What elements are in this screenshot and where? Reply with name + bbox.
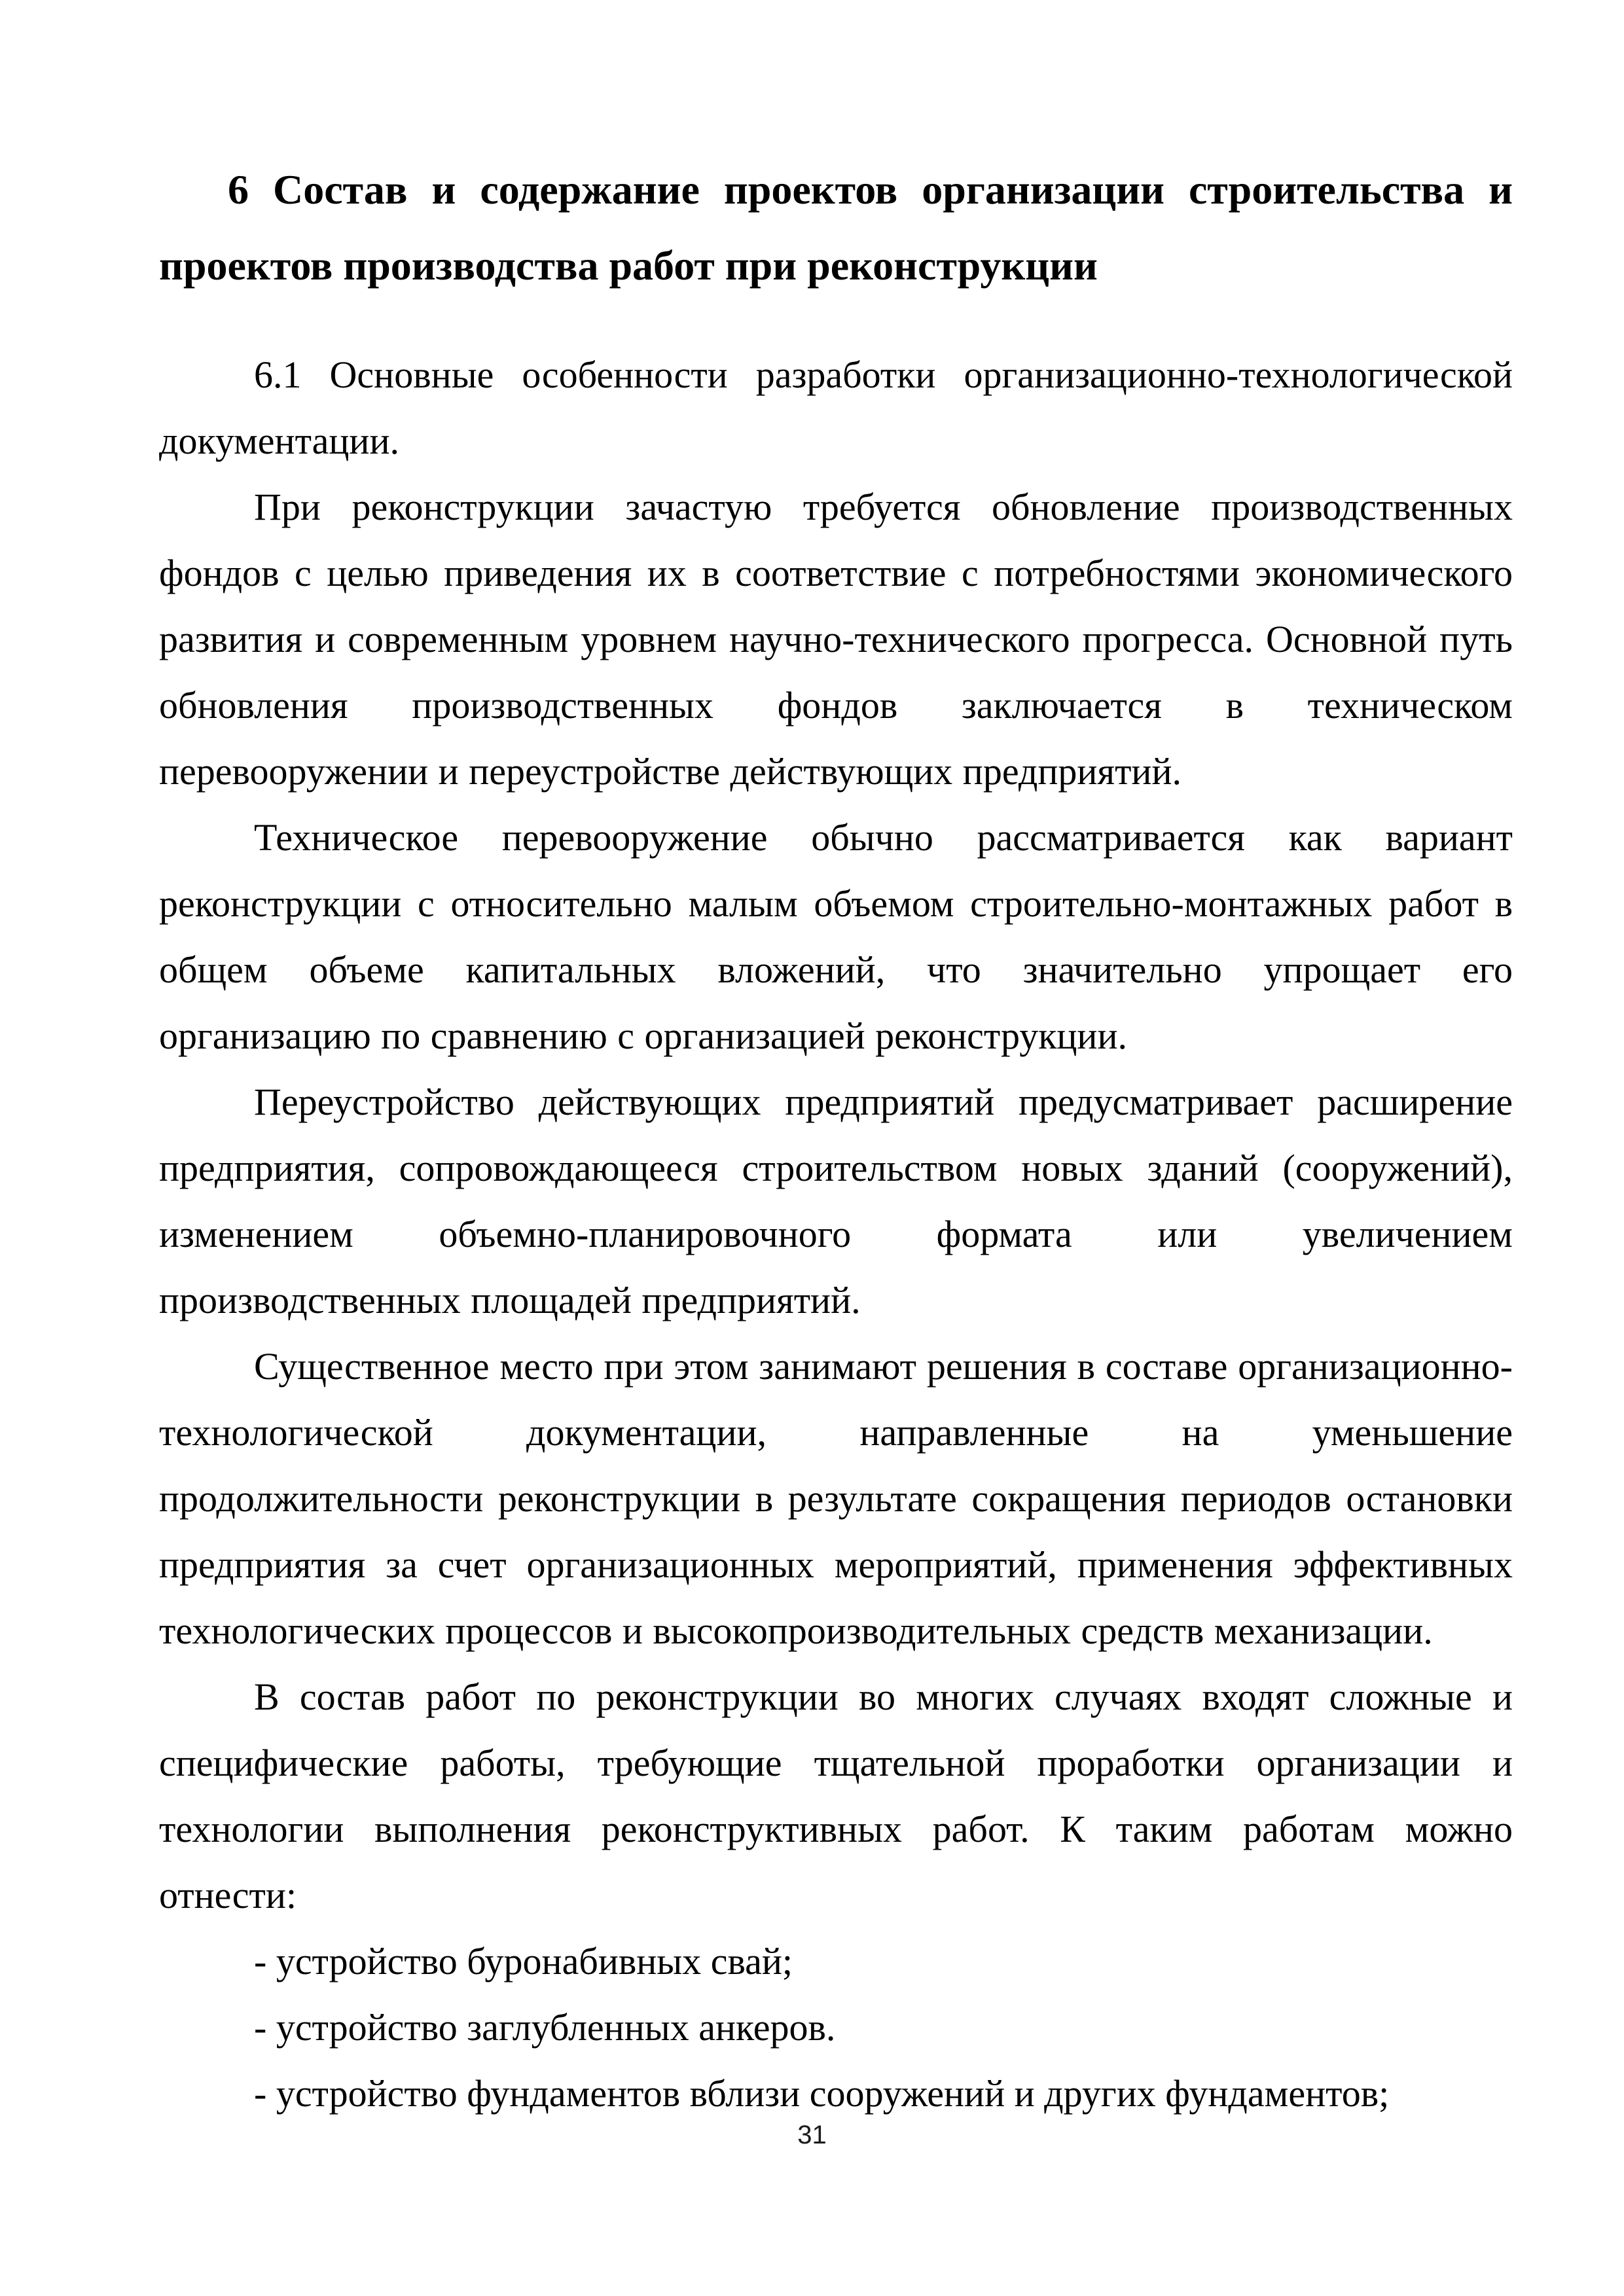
paragraph-body: Существенное место при этом занимают решения в составе организационно-технологической документации, направленные на уменьшение продолжительности реконструкции в результате сокращения периодов остановки предприятия за счет организационных мероприятий, применения эффективных технологических процессов и высокопроизводительных средств механизации. [159,1345,1513,1652]
section-heading: 6 Состав и содержание проектов организации строительства и проектов производства работ при реконструкции [159,166,1513,289]
list-item: - устройство фундаментов вблизи сооружений и других фундаментов; [254,2072,1390,2115]
paragraph-body: В состав работ по реконструкции во многих случаях входят сложные и специфические работы, требующие тщательной проработки организации и технологии выполнения реконструктивных работ. К таким работам можно отнести: [159,1676,1513,1916]
list-item: - устройство заглубленных анкеров. [254,2006,836,2049]
paragraph-body: Техническое перевооружение обычно рассматривается как вариант реконструкции с относительно малым объемом строительно-монтажных работ в общем объеме капитальных вложений, что значительно упрощает его организацию по сравнению с организацией реконструкции. [159,816,1513,1057]
paragraph-subsection-title: 6.1 Основные особенности разработки организационно-технологической документации. [159,353,1513,462]
paragraph-body: Переустройство действующих предприятий предусматривает расширение предприятия, сопровождающееся строительством новых зданий (сооружений), изменением объемно-планировочного формата или увеличением производственных площадей предприятий. [159,1081,1513,1321]
page-number: 31 [797,2121,827,2149]
paragraph-body: При реконструкции зачастую требуется обновление производственных фондов с целью приведения их в соответствие с потребностями экономического развития и современным уровнем научно-технического прогресса. Основной путь обновления производственных фондов заключается в техническом перевооружении и переустройстве действующих предприятий. [159,486,1513,793]
list-item: - устройство буронабивных свай; [254,1940,793,1982]
